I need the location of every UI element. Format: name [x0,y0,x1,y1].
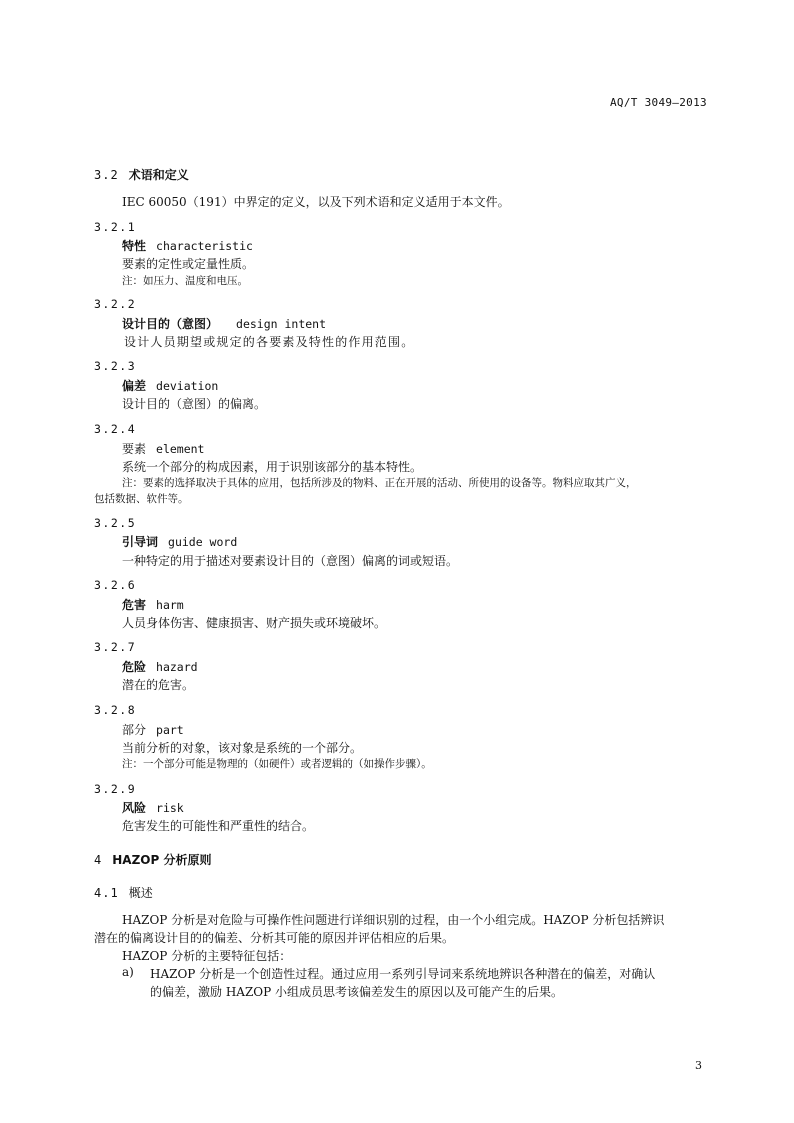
term-definition: 当前分析的对象，该对象是系统的一个部分。 [122,741,363,755]
term-en: part [156,723,184,737]
section-title: HAZOP 分析原则 [112,853,212,867]
term-cn: 部分 [122,723,147,737]
term-cn: 风险 [122,801,147,815]
term-definition: 设计人员期望或规定的各要素及特性的作用范围。 [124,335,415,349]
term-en: design intent [236,317,327,331]
term-number: 3.2.7 [94,640,137,654]
term-title [122,799,184,816]
section-heading-4-1 [94,884,153,901]
term-cn: 设计目的（意图） [122,317,219,331]
list-item-text: HAZOP 分析是一个创造性过程。通过应用一系列引导词来系统地辨识各种潜在的偏差，对确认 [150,967,656,981]
term-cn: 危险 [122,660,147,674]
section-heading-4 [94,851,211,868]
term-definition: 危害发生的可能性和严重性的结合。 [122,819,315,833]
term-number: 3.2.6 [94,578,137,592]
term-title [122,721,184,738]
section-number: 4.1 [94,886,119,900]
term-title [122,315,326,332]
list-item-marker: a) [122,965,134,979]
term-note: 注：一个部分可能是物理的（如硬件）或者逻辑的（如操作步骤）。 [122,758,432,770]
term-title [122,377,218,394]
section-number: 4 [94,853,103,867]
term-cn: 危害 [122,598,147,612]
paragraph-line: HAZOP 分析的主要特征包括： [122,949,292,963]
section-title: 概述 [128,886,153,900]
term-en: hazard [156,660,198,674]
term-definition: 人员身体伤害、健康损害、财产损失或环境破坏。 [122,616,387,630]
term-en: guide word [168,535,238,549]
term-en: harm [156,598,184,612]
term-cn: 偏差 [122,379,147,393]
term-cn: 特性 [122,239,147,253]
term-number: 3.2.3 [94,359,137,373]
section-number: 3.2 [94,168,119,182]
term-definition: 一种特定的用于描述对要素设计目的（意图）偏离的词或短语。 [122,554,459,568]
term-note-continued: 包括数据、软件等。 [94,493,189,505]
term-number: 3.2.8 [94,703,137,717]
term-title [122,658,198,675]
paragraph-line: 潜在的偏离设计目的的偏差、分析其可能的原因并评估相应的后果。 [94,931,455,945]
term-title [122,596,184,613]
term-definition: 潜在的危害。 [122,678,195,692]
term-cn: 要素 [122,442,147,456]
term-cn: 引导词 [122,535,159,549]
paragraph-line: HAZOP 分析是对危险与可操作性问题进行详细识别的过程，由一个小组完成。HAZOP 分析包括辨识 [122,913,665,927]
term-definition: 要素的定性或定量性质。 [122,257,255,271]
term-title [122,440,204,457]
term-note: 注：如压力、温度和电压。 [122,275,248,287]
page-number: 3 [695,1059,702,1072]
section-title: 术语和定义 [128,168,189,182]
term-title [122,533,237,550]
section-heading-3-2 [94,166,189,183]
term-definition: 系统一个部分的构成因素，用于识别该部分的基本特性。 [122,460,423,474]
list-item-text: 的偏差，激励 HAZOP 小组成员思考该偏差发生的原因以及可能产生的后果。 [150,985,564,999]
term-en: risk [156,801,184,815]
term-number: 3.2.2 [94,297,137,311]
term-number: 3.2.4 [94,422,137,436]
section-intro: IEC 60050（191）中界定的定义，以及下列术语和定义适用于本文件。 [122,195,510,209]
term-en: element [156,442,205,456]
term-definition: 设计目的（意图）的偏离。 [122,397,267,411]
term-title [122,237,253,254]
term-en: deviation [156,379,219,393]
term-number: 3.2.5 [94,516,137,530]
term-number: 3.2.1 [94,220,137,234]
document-code: AQ/T 3049—2013 [610,96,707,109]
term-en: characteristic [156,239,253,253]
term-note: 注：要素的选择取决于具体的应用，包括所涉及的物料、正在开展的活动、所使用的设备等。物料应取其广义， [122,477,637,489]
term-number: 3.2.9 [94,782,137,796]
